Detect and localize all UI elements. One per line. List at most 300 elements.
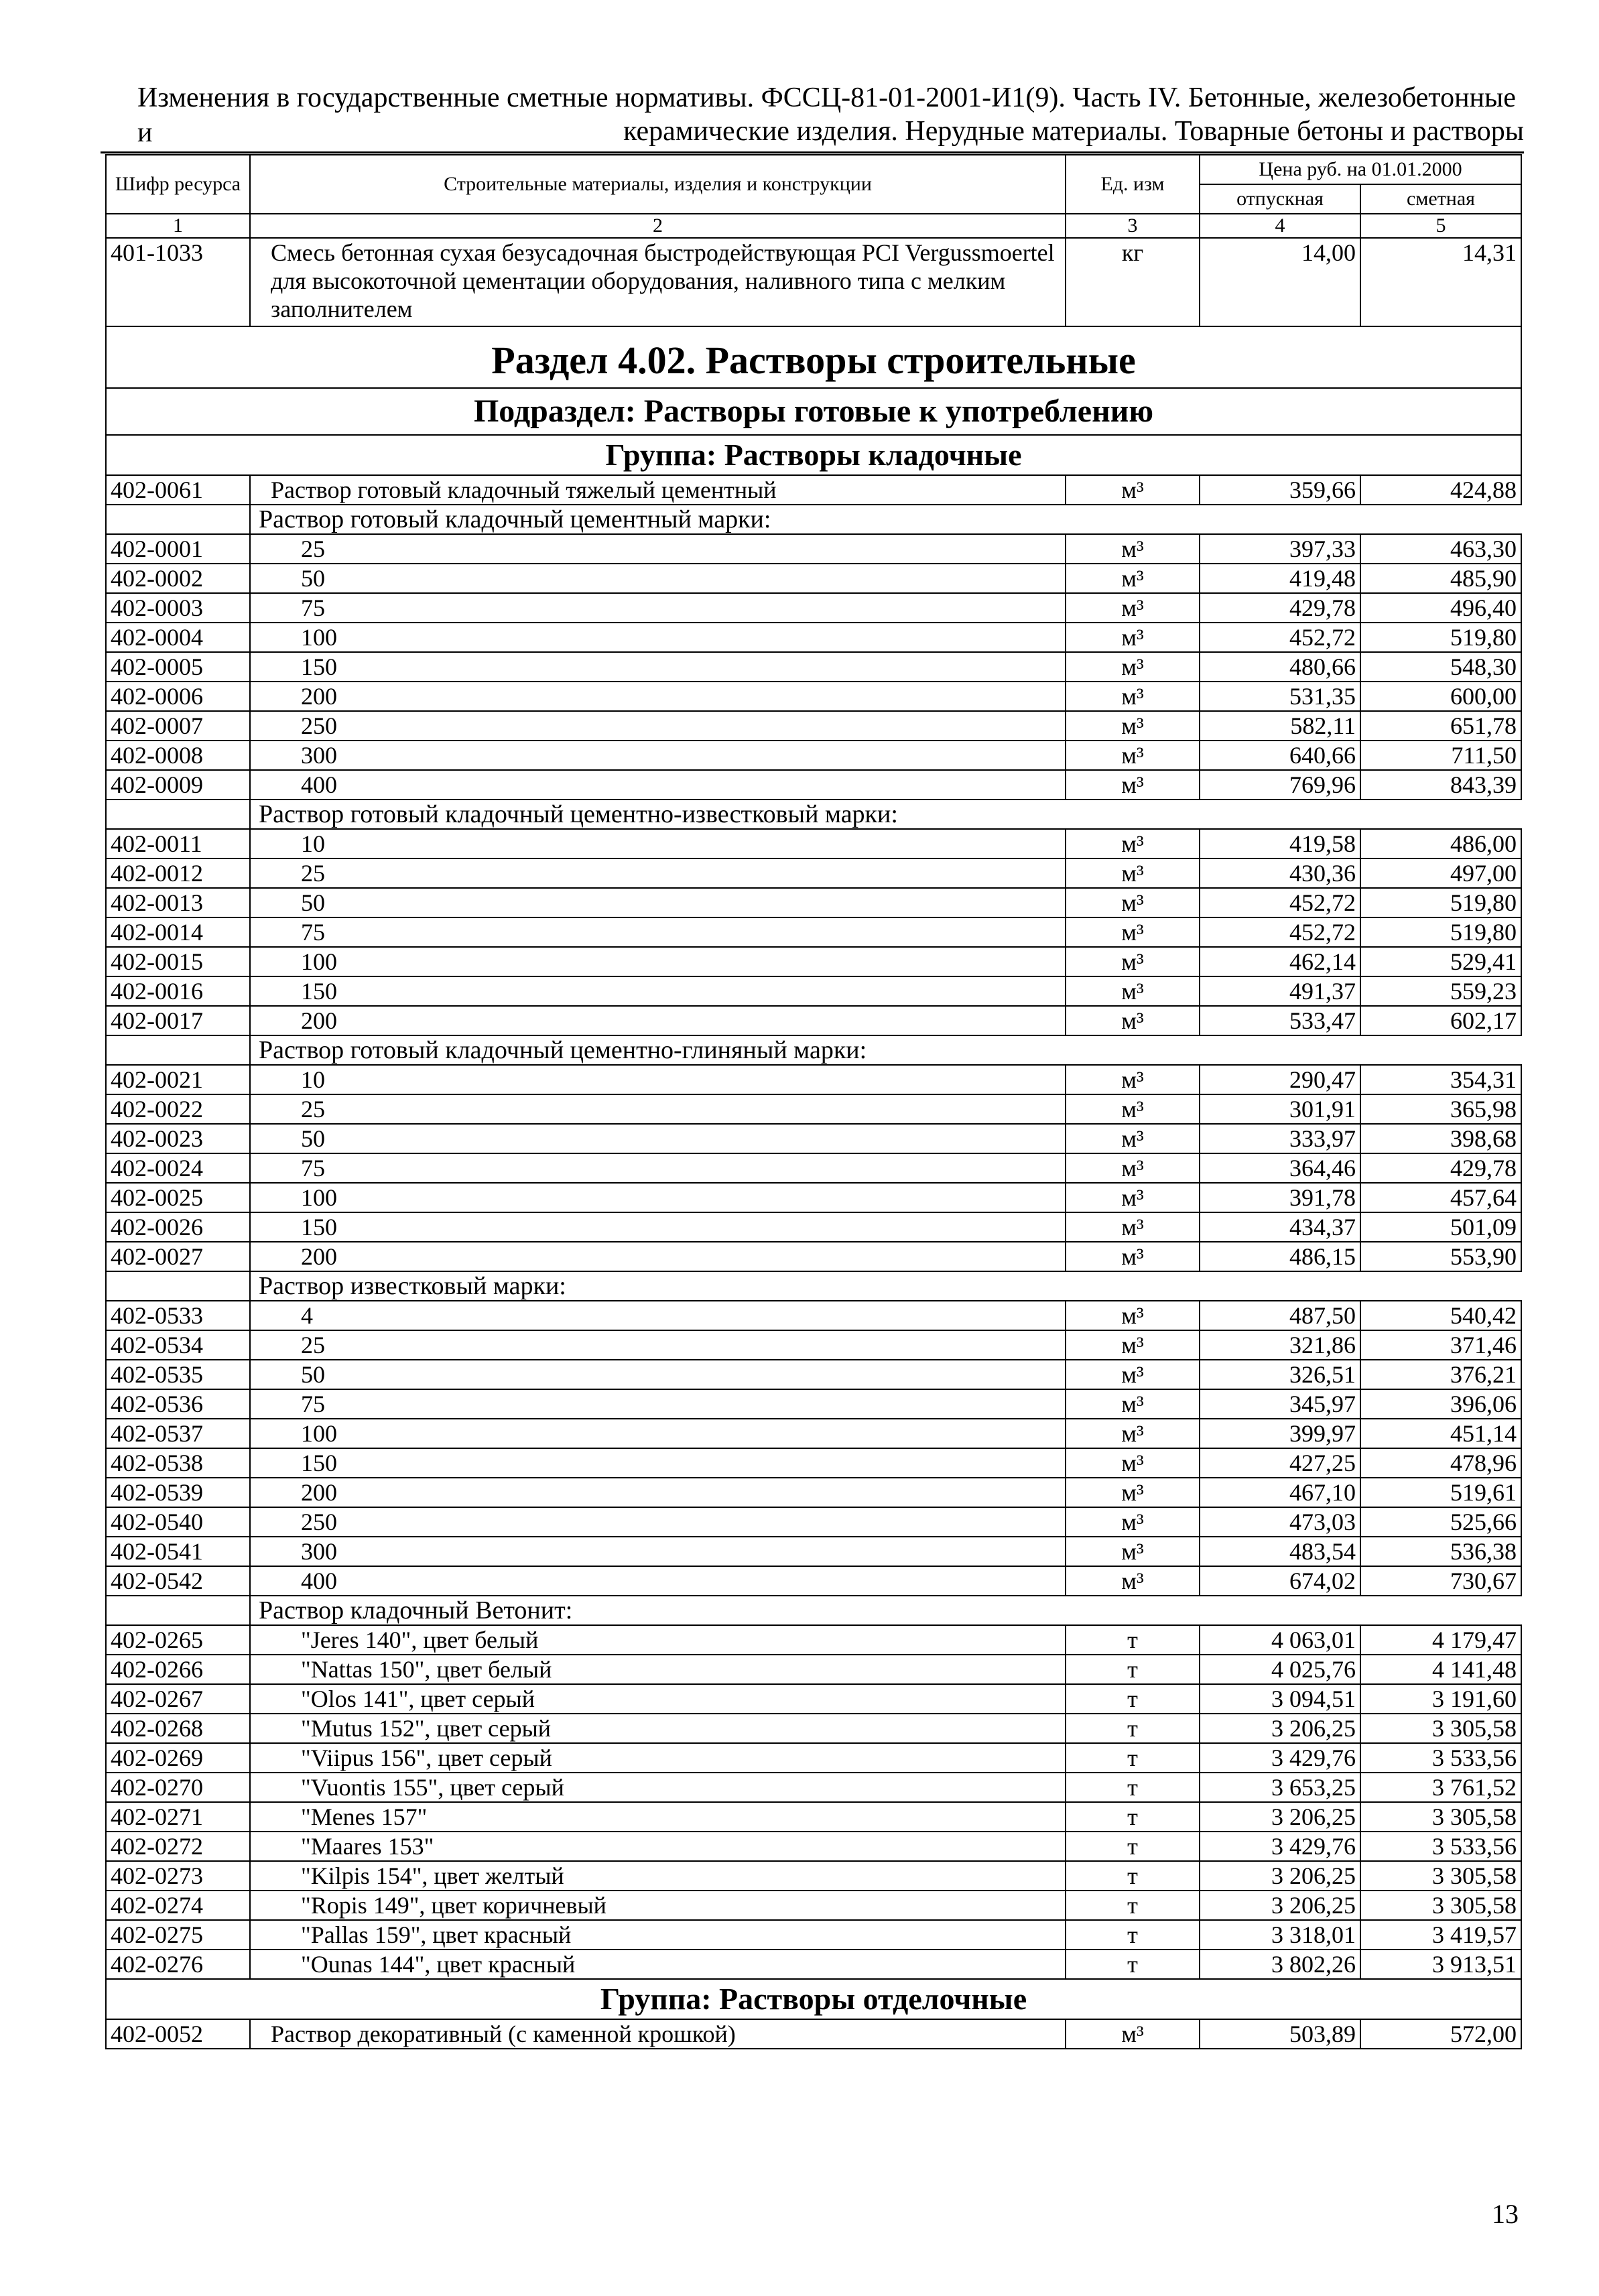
estimate-price: 398,68 bbox=[1360, 1124, 1521, 1153]
subheading-row bbox=[106, 1596, 1521, 1625]
release-price: 462,14 bbox=[1200, 947, 1360, 976]
resource-unit: м³ bbox=[1066, 1360, 1200, 1389]
resource-code: 402-0027 bbox=[106, 1242, 250, 1271]
estimate-price: 730,67 bbox=[1360, 1566, 1521, 1596]
table-row bbox=[106, 1861, 1521, 1891]
group-row bbox=[106, 435, 1521, 475]
resource-unit: т bbox=[1066, 1802, 1200, 1832]
col-header-estimate: сметная bbox=[1360, 184, 1521, 214]
resource-unit: м³ bbox=[1066, 1478, 1200, 1507]
resource-unit: т bbox=[1066, 1891, 1200, 1920]
resource-code: 402-0269 bbox=[106, 1743, 250, 1773]
table-row bbox=[106, 858, 1521, 888]
resource-name: "Mutus 152", цвет серый bbox=[250, 1714, 1066, 1743]
release-price: 3 094,51 bbox=[1200, 1684, 1360, 1714]
release-price: 434,37 bbox=[1200, 1212, 1360, 1242]
resource-code: 402-0012 bbox=[106, 858, 250, 888]
resource-name: "Viipus 156", цвет серый bbox=[250, 1743, 1066, 1773]
resource-code: 402-0008 bbox=[106, 741, 250, 770]
resource-name: 100 bbox=[250, 1183, 1066, 1212]
table-row bbox=[106, 1242, 1521, 1271]
release-price: 4 025,76 bbox=[1200, 1655, 1360, 1684]
resource-name: "Kilpis 154", цвет желтый bbox=[250, 1861, 1066, 1891]
resource-code: 402-0013 bbox=[106, 888, 250, 917]
table-row bbox=[106, 829, 1521, 858]
resource-unit: т bbox=[1066, 1920, 1200, 1950]
release-price: 531,35 bbox=[1200, 682, 1360, 711]
table-row bbox=[106, 770, 1521, 800]
estimate-price: 553,90 bbox=[1360, 1242, 1521, 1271]
release-price: 429,78 bbox=[1200, 593, 1360, 623]
resource-name: 150 bbox=[250, 652, 1066, 682]
table-row bbox=[106, 1684, 1521, 1714]
resource-unit: т bbox=[1066, 1743, 1200, 1773]
table-row bbox=[106, 947, 1521, 976]
subheading-code-cell bbox=[106, 1271, 250, 1301]
estimate-price: 14,31 bbox=[1360, 238, 1521, 326]
resource-name: 10 bbox=[250, 829, 1066, 858]
group-title: Группа: Растворы кладочные bbox=[106, 435, 1521, 475]
estimate-price: 519,80 bbox=[1360, 888, 1521, 917]
resource-code: 401-1033 bbox=[106, 238, 250, 326]
release-price: 483,54 bbox=[1200, 1537, 1360, 1566]
resource-name: 75 bbox=[250, 593, 1066, 623]
estimate-price: 371,46 bbox=[1360, 1330, 1521, 1360]
resource-name: "Olos 141", цвет серый bbox=[250, 1684, 1066, 1714]
release-price: 582,11 bbox=[1200, 711, 1360, 741]
table-row bbox=[106, 1743, 1521, 1773]
table-row bbox=[106, 1714, 1521, 1743]
resource-code: 402-0017 bbox=[106, 1006, 250, 1035]
resource-name: 300 bbox=[250, 1537, 1066, 1566]
release-price: 674,02 bbox=[1200, 1566, 1360, 1596]
resource-code: 402-0005 bbox=[106, 652, 250, 682]
resource-unit: м³ bbox=[1066, 1419, 1200, 1448]
resource-name: 250 bbox=[250, 711, 1066, 741]
release-price: 467,10 bbox=[1200, 1478, 1360, 1507]
subheading-row bbox=[106, 800, 1521, 829]
resource-code: 402-0271 bbox=[106, 1802, 250, 1832]
resource-code: 402-0016 bbox=[106, 976, 250, 1006]
resource-unit: м³ bbox=[1066, 888, 1200, 917]
table-row bbox=[106, 1360, 1521, 1389]
estimate-price: 354,31 bbox=[1360, 1065, 1521, 1094]
resource-code: 402-0011 bbox=[106, 829, 250, 858]
estimate-price: 3 305,58 bbox=[1360, 1802, 1521, 1832]
resource-code: 402-0272 bbox=[106, 1832, 250, 1861]
release-price: 427,25 bbox=[1200, 1448, 1360, 1478]
release-price: 333,97 bbox=[1200, 1124, 1360, 1153]
table-row bbox=[106, 1183, 1521, 1212]
resource-unit: м³ bbox=[1066, 1094, 1200, 1124]
resource-name: 200 bbox=[250, 1006, 1066, 1035]
col-header-unit: Ед. изм bbox=[1066, 155, 1200, 214]
resource-unit: м³ bbox=[1066, 1242, 1200, 1271]
resource-unit: м³ bbox=[1066, 711, 1200, 741]
table-row bbox=[106, 238, 1521, 326]
table-row bbox=[106, 1419, 1521, 1448]
release-price: 486,15 bbox=[1200, 1242, 1360, 1271]
release-price: 290,47 bbox=[1200, 1065, 1360, 1094]
estimate-price: 536,38 bbox=[1360, 1537, 1521, 1566]
subheading-text: Раствор готовый кладочный цементно-известковый марки: bbox=[250, 800, 1521, 829]
resource-unit: т bbox=[1066, 1625, 1200, 1655]
resource-unit: м³ bbox=[1066, 1301, 1200, 1330]
estimate-price: 3 533,56 bbox=[1360, 1832, 1521, 1861]
resource-name: "Nattas 150", цвет белый bbox=[250, 1655, 1066, 1684]
estimate-price: 3 761,52 bbox=[1360, 1773, 1521, 1802]
estimate-price: 486,00 bbox=[1360, 829, 1521, 858]
resource-name: 150 bbox=[250, 1448, 1066, 1478]
table-row bbox=[106, 1832, 1521, 1861]
table-row bbox=[106, 1448, 1521, 1478]
release-price: 3 802,26 bbox=[1200, 1950, 1360, 1979]
col-index: 1 bbox=[106, 214, 250, 238]
col-header-name: Строительные материалы, изделия и конструкции bbox=[250, 155, 1066, 214]
resource-name: 100 bbox=[250, 623, 1066, 652]
resource-name: 200 bbox=[250, 682, 1066, 711]
resource-code: 402-0021 bbox=[106, 1065, 250, 1094]
price-table bbox=[105, 154, 1522, 2049]
resource-code: 402-0006 bbox=[106, 682, 250, 711]
release-price: 640,66 bbox=[1200, 741, 1360, 770]
estimate-price: 478,96 bbox=[1360, 1448, 1521, 1478]
estimate-price: 485,90 bbox=[1360, 564, 1521, 593]
release-price: 452,72 bbox=[1200, 917, 1360, 947]
resource-code: 402-0265 bbox=[106, 1625, 250, 1655]
col-header-release: отпускная bbox=[1200, 184, 1360, 214]
table-row bbox=[106, 917, 1521, 947]
resource-unit: м³ bbox=[1066, 858, 1200, 888]
estimate-price: 3 913,51 bbox=[1360, 1950, 1521, 1979]
page-number: 13 bbox=[1492, 2199, 1519, 2229]
estimate-price: 396,06 bbox=[1360, 1389, 1521, 1419]
table-row bbox=[106, 1065, 1521, 1094]
resource-code: 402-0274 bbox=[106, 1891, 250, 1920]
section-row bbox=[106, 326, 1521, 388]
release-price: 452,72 bbox=[1200, 888, 1360, 917]
resource-code: 402-0537 bbox=[106, 1419, 250, 1448]
resource-code: 402-0273 bbox=[106, 1861, 250, 1891]
resource-name: "Jeres 140", цвет белый bbox=[250, 1625, 1066, 1655]
estimate-price: 3 533,56 bbox=[1360, 1743, 1521, 1773]
estimate-price: 540,42 bbox=[1360, 1301, 1521, 1330]
resource-name: 150 bbox=[250, 976, 1066, 1006]
subsection-title: Подраздел: Растворы готовые к употреблению bbox=[106, 388, 1521, 435]
estimate-price: 496,40 bbox=[1360, 593, 1521, 623]
table-row bbox=[106, 2019, 1521, 2049]
resource-code: 402-0276 bbox=[106, 1950, 250, 1979]
table-row bbox=[106, 976, 1521, 1006]
table-row bbox=[106, 1330, 1521, 1360]
resource-name: 50 bbox=[250, 888, 1066, 917]
release-price: 301,91 bbox=[1200, 1094, 1360, 1124]
resource-unit: м³ bbox=[1066, 1507, 1200, 1537]
resource-code: 402-0542 bbox=[106, 1566, 250, 1596]
estimate-price: 602,17 bbox=[1360, 1006, 1521, 1035]
release-price: 3 653,25 bbox=[1200, 1773, 1360, 1802]
resource-unit: т bbox=[1066, 1684, 1200, 1714]
release-price: 3 206,25 bbox=[1200, 1861, 1360, 1891]
release-price: 326,51 bbox=[1200, 1360, 1360, 1389]
table-row bbox=[106, 1537, 1521, 1566]
resource-unit: м³ bbox=[1066, 741, 1200, 770]
subheading-text: Раствор готовый кладочный цементный марки: bbox=[250, 505, 1521, 534]
estimate-price: 529,41 bbox=[1360, 947, 1521, 976]
estimate-price: 559,23 bbox=[1360, 976, 1521, 1006]
subheading-code-cell bbox=[106, 1035, 250, 1065]
estimate-price: 424,88 bbox=[1360, 475, 1521, 505]
estimate-price: 548,30 bbox=[1360, 652, 1521, 682]
resource-code: 402-0267 bbox=[106, 1684, 250, 1714]
table-row bbox=[106, 534, 1521, 564]
resource-name: "Menes 157" bbox=[250, 1802, 1066, 1832]
estimate-price: 519,80 bbox=[1360, 623, 1521, 652]
estimate-price: 3 191,60 bbox=[1360, 1684, 1521, 1714]
resource-code: 402-0024 bbox=[106, 1153, 250, 1183]
resource-code: 402-0533 bbox=[106, 1301, 250, 1330]
resource-name: Раствор готовый кладочный тяжелый цементный bbox=[250, 475, 1066, 505]
resource-name: 75 bbox=[250, 1389, 1066, 1419]
resource-unit: кг bbox=[1066, 238, 1200, 326]
resource-code: 402-0026 bbox=[106, 1212, 250, 1242]
table-row bbox=[106, 1802, 1521, 1832]
resource-unit: м³ bbox=[1066, 1330, 1200, 1360]
estimate-price: 572,00 bbox=[1360, 2019, 1521, 2049]
resource-unit: м³ bbox=[1066, 652, 1200, 682]
estimate-price: 457,64 bbox=[1360, 1183, 1521, 1212]
col-header-code: Шифр ресурса bbox=[106, 155, 250, 214]
subheading-row bbox=[106, 1035, 1521, 1065]
subheading-text: Раствор готовый кладочный цементно-глиняный марки: bbox=[250, 1035, 1521, 1065]
release-price: 364,46 bbox=[1200, 1153, 1360, 1183]
resource-name: 25 bbox=[250, 534, 1066, 564]
release-price: 3 429,76 bbox=[1200, 1743, 1360, 1773]
resource-unit: м³ bbox=[1066, 682, 1200, 711]
table-row bbox=[106, 1950, 1521, 1979]
resource-name: Смесь бетонная сухая безусадочная быстродействующая PCI Vergussmoertel для высокоточной цементации оборудования, наливного типа с мелким заполнителем bbox=[250, 238, 1066, 326]
resource-name: 10 bbox=[250, 1065, 1066, 1094]
table-row bbox=[106, 1625, 1521, 1655]
resource-unit: м³ bbox=[1066, 593, 1200, 623]
table-header-row bbox=[106, 155, 1521, 184]
resource-name: 400 bbox=[250, 770, 1066, 800]
resource-unit: т bbox=[1066, 1714, 1200, 1743]
resource-name: 300 bbox=[250, 741, 1066, 770]
resource-name: "Vuontis 155", цвет серый bbox=[250, 1773, 1066, 1802]
resource-name: "Ounas 144", цвет красный bbox=[250, 1950, 1066, 1979]
resource-name: 400 bbox=[250, 1566, 1066, 1596]
resource-name: "Ropis 149", цвет коричневый bbox=[250, 1891, 1066, 1920]
estimate-price: 651,78 bbox=[1360, 711, 1521, 741]
resource-code: 402-0002 bbox=[106, 564, 250, 593]
resource-unit: м³ bbox=[1066, 1389, 1200, 1419]
estimate-price: 711,50 bbox=[1360, 741, 1521, 770]
resource-unit: м³ bbox=[1066, 1448, 1200, 1478]
resource-name: 25 bbox=[250, 1094, 1066, 1124]
resource-unit: м³ bbox=[1066, 475, 1200, 505]
resource-code: 402-0014 bbox=[106, 917, 250, 947]
resource-code: 402-0275 bbox=[106, 1920, 250, 1950]
table-row bbox=[106, 1891, 1521, 1920]
subheading-row bbox=[106, 1271, 1521, 1301]
release-price: 3 429,76 bbox=[1200, 1832, 1360, 1861]
table-row bbox=[106, 1006, 1521, 1035]
table-row bbox=[106, 711, 1521, 741]
resource-name: 50 bbox=[250, 1124, 1066, 1153]
release-price: 3 206,25 bbox=[1200, 1891, 1360, 1920]
resource-unit: т bbox=[1066, 1832, 1200, 1861]
table-row bbox=[106, 475, 1521, 505]
release-price: 533,47 bbox=[1200, 1006, 1360, 1035]
estimate-price: 463,30 bbox=[1360, 534, 1521, 564]
release-price: 473,03 bbox=[1200, 1507, 1360, 1537]
subheading-code-cell bbox=[106, 800, 250, 829]
resource-code: 402-0001 bbox=[106, 534, 250, 564]
resource-code: 402-0007 bbox=[106, 711, 250, 741]
table-row bbox=[106, 1212, 1521, 1242]
release-price: 503,89 bbox=[1200, 2019, 1360, 2049]
estimate-price: 501,09 bbox=[1360, 1212, 1521, 1242]
resource-code: 402-0061 bbox=[106, 475, 250, 505]
group-title: Группа: Растворы отделочные bbox=[106, 1979, 1521, 2019]
resource-name: 100 bbox=[250, 1419, 1066, 1448]
subheading-code-cell bbox=[106, 1596, 250, 1625]
resource-code: 402-0003 bbox=[106, 593, 250, 623]
resource-code: 402-0015 bbox=[106, 947, 250, 976]
resource-code: 402-0540 bbox=[106, 1507, 250, 1537]
release-price: 491,37 bbox=[1200, 976, 1360, 1006]
table-row bbox=[106, 1566, 1521, 1596]
resource-name: 25 bbox=[250, 858, 1066, 888]
estimate-price: 3 305,58 bbox=[1360, 1861, 1521, 1891]
resource-name: 50 bbox=[250, 564, 1066, 593]
resource-unit: м³ bbox=[1066, 1566, 1200, 1596]
estimate-price: 519,80 bbox=[1360, 917, 1521, 947]
release-price: 487,50 bbox=[1200, 1301, 1360, 1330]
col-index: 2 bbox=[250, 214, 1066, 238]
resource-code: 402-0541 bbox=[106, 1537, 250, 1566]
resource-unit: м³ bbox=[1066, 1537, 1200, 1566]
resource-code: 402-0535 bbox=[106, 1360, 250, 1389]
resource-unit: м³ bbox=[1066, 1124, 1200, 1153]
estimate-price: 519,61 bbox=[1360, 1478, 1521, 1507]
col-header-price: Цена руб. на 01.01.2000 bbox=[1200, 155, 1521, 184]
resource-unit: т bbox=[1066, 1861, 1200, 1891]
resource-unit: м³ bbox=[1066, 1153, 1200, 1183]
release-price: 430,36 bbox=[1200, 858, 1360, 888]
release-price: 391,78 bbox=[1200, 1183, 1360, 1212]
table-row bbox=[106, 652, 1521, 682]
resource-unit: т bbox=[1066, 1773, 1200, 1802]
section-title: Раздел 4.02. Растворы строительные bbox=[106, 326, 1521, 388]
resource-code: 402-0004 bbox=[106, 623, 250, 652]
resource-unit: м³ bbox=[1066, 947, 1200, 976]
estimate-price: 3 419,57 bbox=[1360, 1920, 1521, 1950]
estimate-price: 497,00 bbox=[1360, 858, 1521, 888]
subsection-row bbox=[106, 388, 1521, 435]
release-price: 3 206,25 bbox=[1200, 1802, 1360, 1832]
resource-unit: м³ bbox=[1066, 2019, 1200, 2049]
col-index: 5 bbox=[1360, 214, 1521, 238]
resource-name: 250 bbox=[250, 1507, 1066, 1537]
resource-code: 402-0025 bbox=[106, 1183, 250, 1212]
resource-code: 402-0009 bbox=[106, 770, 250, 800]
resource-name: 50 bbox=[250, 1360, 1066, 1389]
table-row bbox=[106, 741, 1521, 770]
estimate-price: 843,39 bbox=[1360, 770, 1521, 800]
resource-name: Раствор декоративный (с каменной крошкой) bbox=[250, 2019, 1066, 2049]
table-row bbox=[106, 623, 1521, 652]
resource-name: "Maares 153" bbox=[250, 1832, 1066, 1861]
estimate-price: 3 305,58 bbox=[1360, 1714, 1521, 1743]
column-index-row bbox=[106, 214, 1521, 238]
table-row bbox=[106, 564, 1521, 593]
col-index: 3 bbox=[1066, 214, 1200, 238]
release-price: 14,00 bbox=[1200, 238, 1360, 326]
table-row bbox=[106, 1773, 1521, 1802]
estimate-price: 365,98 bbox=[1360, 1094, 1521, 1124]
resource-unit: м³ bbox=[1066, 623, 1200, 652]
resource-code: 402-0022 bbox=[106, 1094, 250, 1124]
release-price: 359,66 bbox=[1200, 475, 1360, 505]
resource-unit: м³ bbox=[1066, 917, 1200, 947]
resource-name: 100 bbox=[250, 947, 1066, 976]
group-row bbox=[106, 1979, 1521, 2019]
estimate-price: 525,66 bbox=[1360, 1507, 1521, 1537]
table-row bbox=[106, 1094, 1521, 1124]
estimate-price: 4 179,47 bbox=[1360, 1625, 1521, 1655]
estimate-price: 600,00 bbox=[1360, 682, 1521, 711]
table-row bbox=[106, 593, 1521, 623]
subheading-text: Раствор кладочный Ветонит: bbox=[250, 1596, 1521, 1625]
document-header-line-1: Изменения в государственные сметные нормативы. ФССЦ-81-01-2001-И1(9). Часть IV. Бетонные, железобетонные и bbox=[137, 82, 1516, 148]
release-price: 480,66 bbox=[1200, 652, 1360, 682]
resource-name: 200 bbox=[250, 1242, 1066, 1271]
subheading-code-cell bbox=[106, 505, 250, 534]
subheading-text: Раствор известковый марки: bbox=[250, 1271, 1521, 1301]
resource-code: 402-0534 bbox=[106, 1330, 250, 1360]
estimate-price: 3 305,58 bbox=[1360, 1891, 1521, 1920]
release-price: 4 063,01 bbox=[1200, 1625, 1360, 1655]
resource-name: 25 bbox=[250, 1330, 1066, 1360]
resource-unit: м³ bbox=[1066, 976, 1200, 1006]
table-row bbox=[106, 1301, 1521, 1330]
resource-code: 402-0538 bbox=[106, 1448, 250, 1478]
resource-code: 402-0266 bbox=[106, 1655, 250, 1684]
table-row bbox=[106, 1920, 1521, 1950]
document-header-line-2: керамические изделия. Нерудные материалы. Товарные бетоны и растворы bbox=[101, 114, 1524, 153]
resource-name: 75 bbox=[250, 917, 1066, 947]
subheading-row bbox=[106, 505, 1521, 534]
table-row bbox=[106, 888, 1521, 917]
table-row bbox=[106, 1389, 1521, 1419]
resource-name: 75 bbox=[250, 1153, 1066, 1183]
release-price: 3 318,01 bbox=[1200, 1920, 1360, 1950]
resource-name: "Pallas 159", цвет красный bbox=[250, 1920, 1066, 1950]
release-price: 769,96 bbox=[1200, 770, 1360, 800]
table-row bbox=[106, 1478, 1521, 1507]
resource-unit: м³ bbox=[1066, 1212, 1200, 1242]
table-row bbox=[106, 682, 1521, 711]
release-price: 399,97 bbox=[1200, 1419, 1360, 1448]
estimate-price: 4 141,48 bbox=[1360, 1655, 1521, 1684]
resource-code: 402-0023 bbox=[106, 1124, 250, 1153]
resource-unit: т bbox=[1066, 1655, 1200, 1684]
resource-unit: м³ bbox=[1066, 770, 1200, 800]
resource-unit: м³ bbox=[1066, 1065, 1200, 1094]
resource-unit: м³ bbox=[1066, 829, 1200, 858]
